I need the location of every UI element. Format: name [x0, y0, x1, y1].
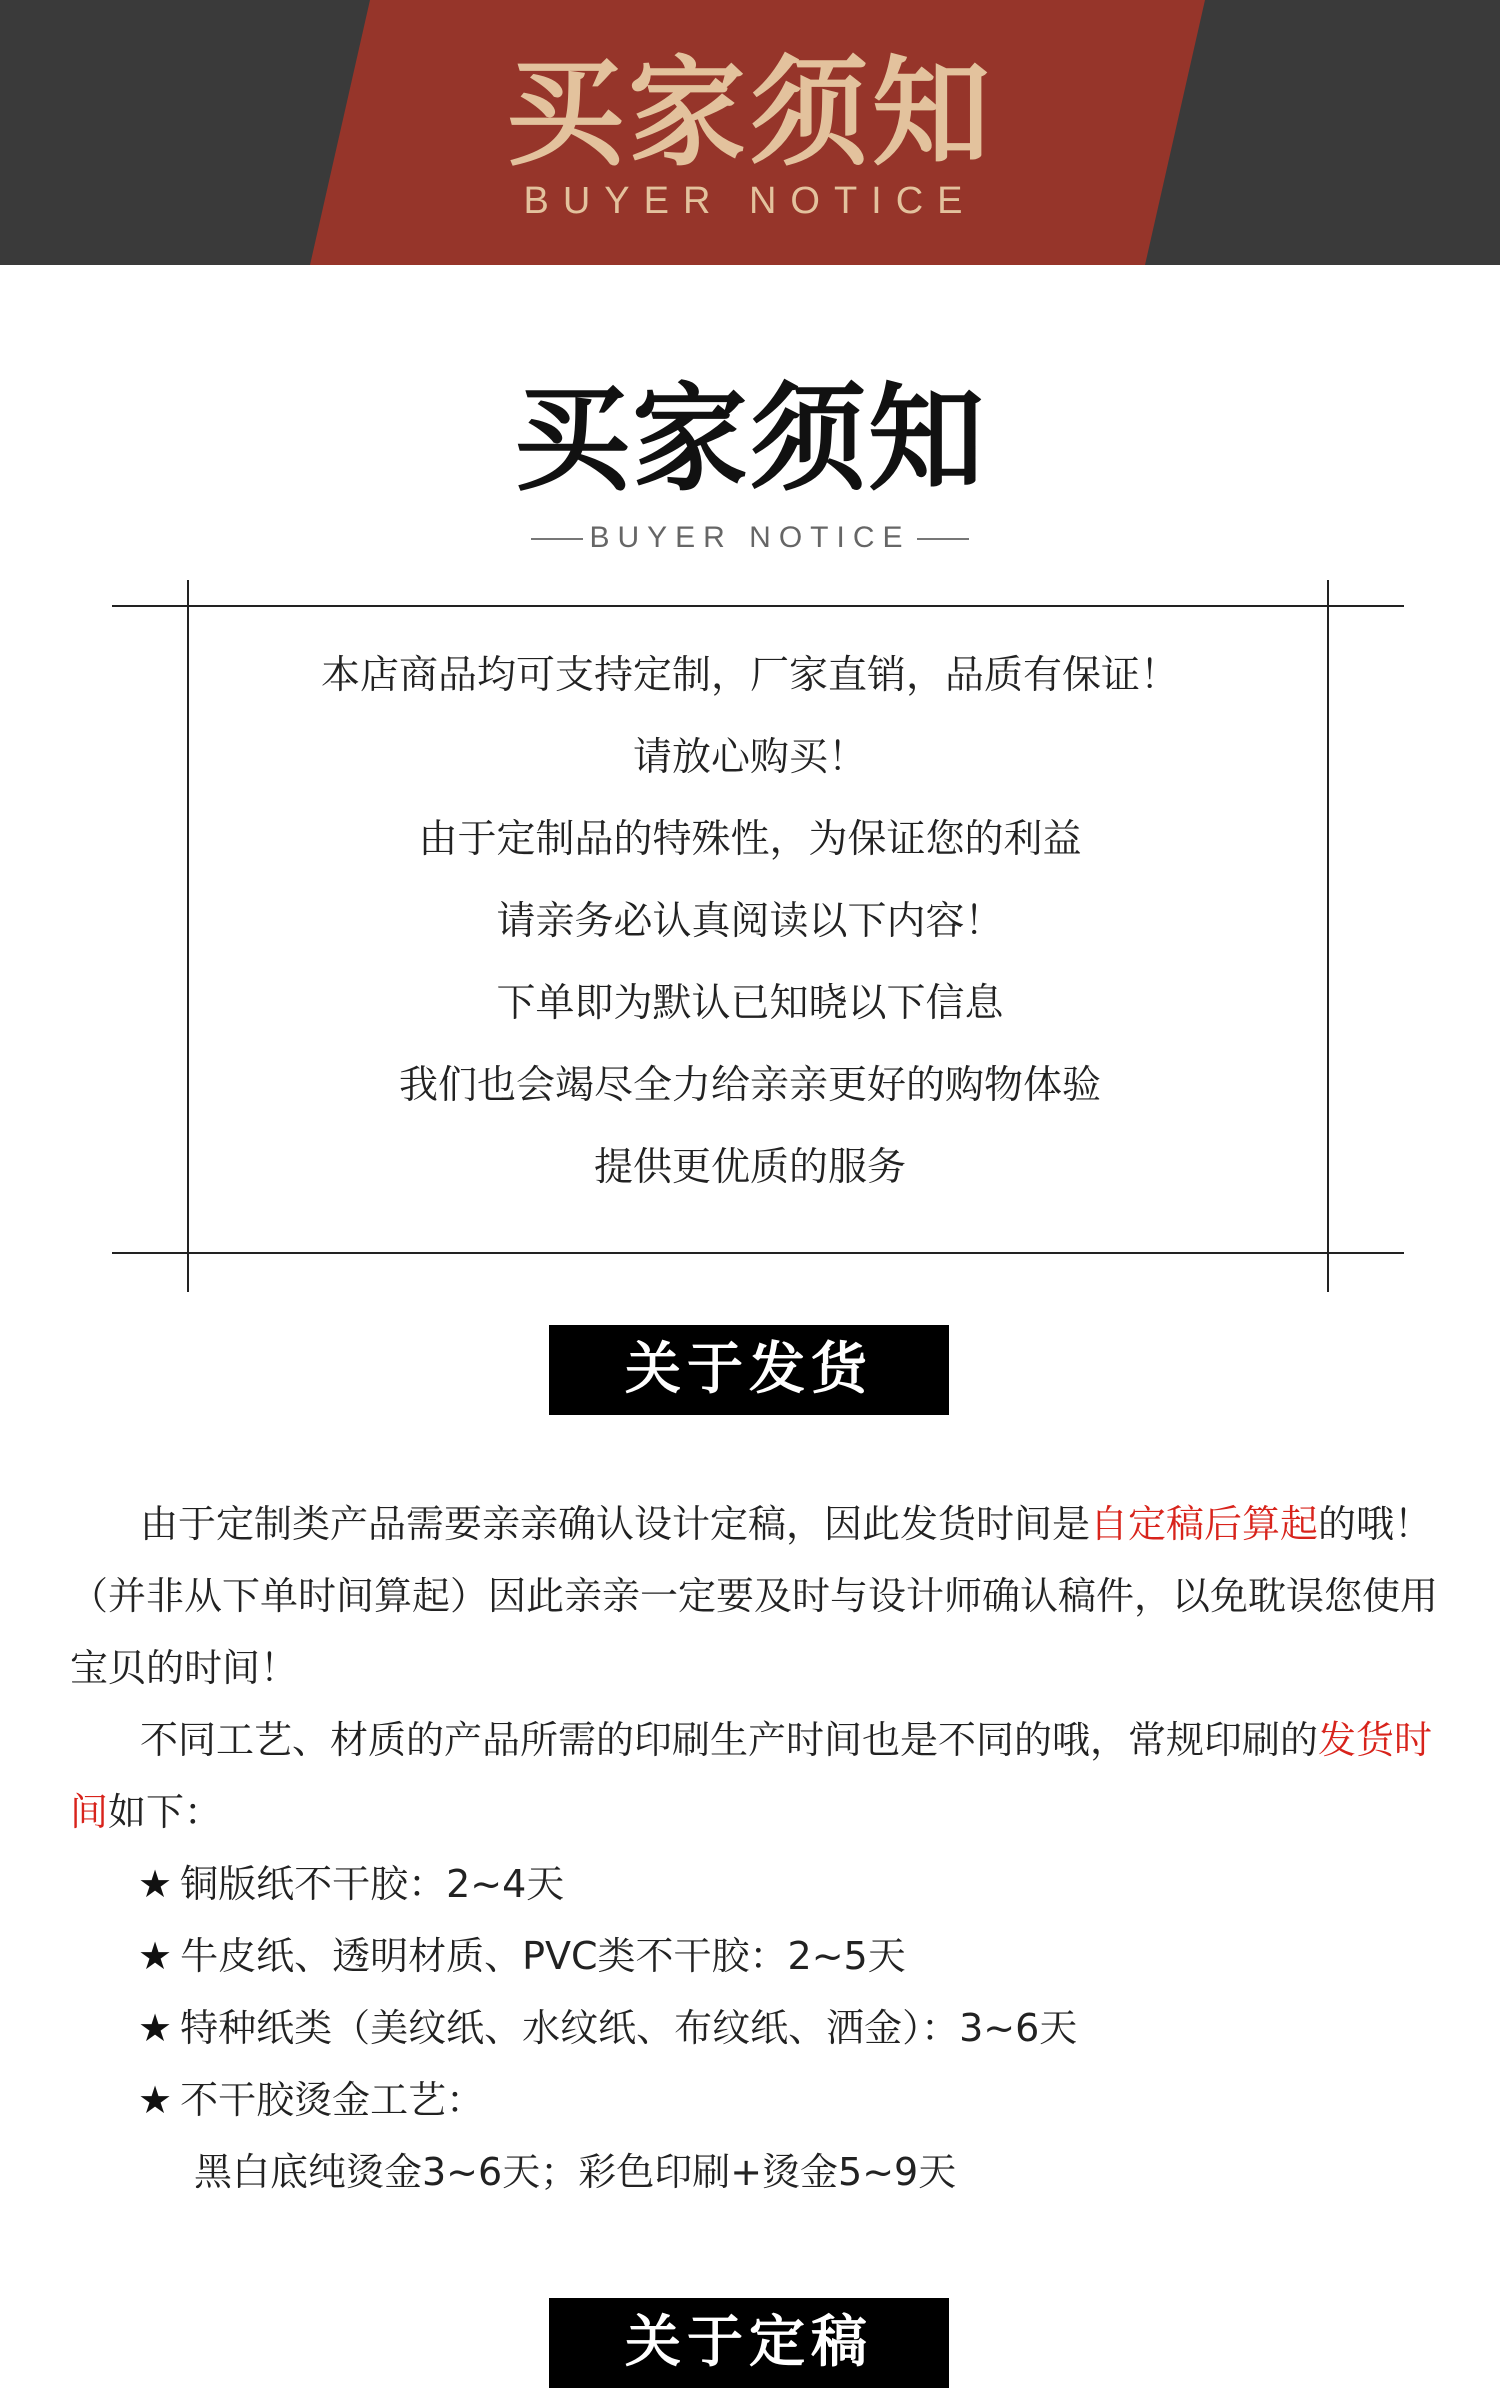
shipping-time-item [70, 1848, 1445, 1920]
intro-line: 由于定制品的特殊性，为保证您的利益 [418, 817, 1082, 862]
star-icon: ★ [138, 2006, 173, 2050]
banner-title: 买家须知 [505, 44, 994, 182]
page-title: 买家须知 [514, 372, 986, 507]
intro-line: 本店商品均可支持定制，厂家直销，品质有保证！ [320, 653, 1179, 698]
item-text: 铜版纸不干胶：2~4天 [180, 1862, 565, 1906]
shipping-time-item [70, 1920, 1445, 1992]
item-text: 牛皮纸、透明材质、PVC类不干胶：2~5天 [180, 1934, 906, 1978]
page-subtitle [0, 518, 1500, 558]
intro-line: 我们也会竭尽全力给亲亲更好的购物体验 [398, 1063, 1101, 1108]
shipping-time-item [70, 1992, 1445, 2064]
section-tag-shipping: 关于发货 [549, 1325, 949, 1415]
shipping-paragraph-2 [70, 1704, 1445, 1848]
star-icon: ★ [138, 1862, 173, 1906]
subtitle-dash-left [531, 538, 583, 540]
frame-line-bottom [112, 1252, 1404, 1254]
paragraph-text: 的哦！（并非从下单时间算起）因此亲亲一定要及时与设计师确认稿件，以免耽误您使用宝贝的时间！ [70, 1502, 1439, 1690]
page-subtitle-text: BUYER NOTICE [589, 521, 911, 554]
subtitle-dash-right [917, 538, 969, 540]
paragraph-text: 如下： [108, 1790, 223, 1834]
frame-line-right [1327, 580, 1329, 1292]
paragraph-text: 不同工艺、材质的产品所需的印刷生产时间也是不同的哦，常规印刷的 [140, 1718, 1319, 1762]
intro-line: 请亲务必认真阅读以下内容！ [496, 899, 1004, 944]
shipping-time-item [70, 2064, 1445, 2136]
item-text: 特种纸类（美纹纸、水纹纸、布纹纸、洒金）：3~6天 [180, 2006, 1078, 2050]
star-icon: ★ [138, 2078, 173, 2122]
paragraph-text: 由于定制类产品需要亲亲确认设计定稿，因此发货时间是 [140, 1502, 1091, 1546]
banner-subtitle: BUYER NOTICE [523, 180, 977, 222]
intro-line: 下单即为默认已知晓以下信息 [496, 981, 1004, 1026]
intro-line: 请放心购买！ [632, 735, 867, 780]
shipping-time-subitem: 黑白底纯烫金3~6天；彩色印刷+烫金5~9天 [194, 2150, 957, 2194]
shipping-info [70, 1488, 1445, 2208]
star-icon: ★ [138, 1934, 173, 1978]
highlight-text: 自定稿后算起 [1090, 1502, 1319, 1546]
highlight-text: 发货时间 [70, 1718, 1433, 1834]
intro-line: 提供更优质的服务 [593, 1145, 906, 1190]
intro-notice [190, 643, 1310, 1217]
item-text: 不干胶烫金工艺： [180, 2078, 485, 2122]
shipping-paragraph-1 [70, 1488, 1445, 1704]
section-tag-next: 关于定稿 [549, 2298, 949, 2388]
frame-line-top [112, 605, 1404, 607]
frame-line-left [187, 580, 189, 1292]
top-banner [0, 0, 1500, 265]
